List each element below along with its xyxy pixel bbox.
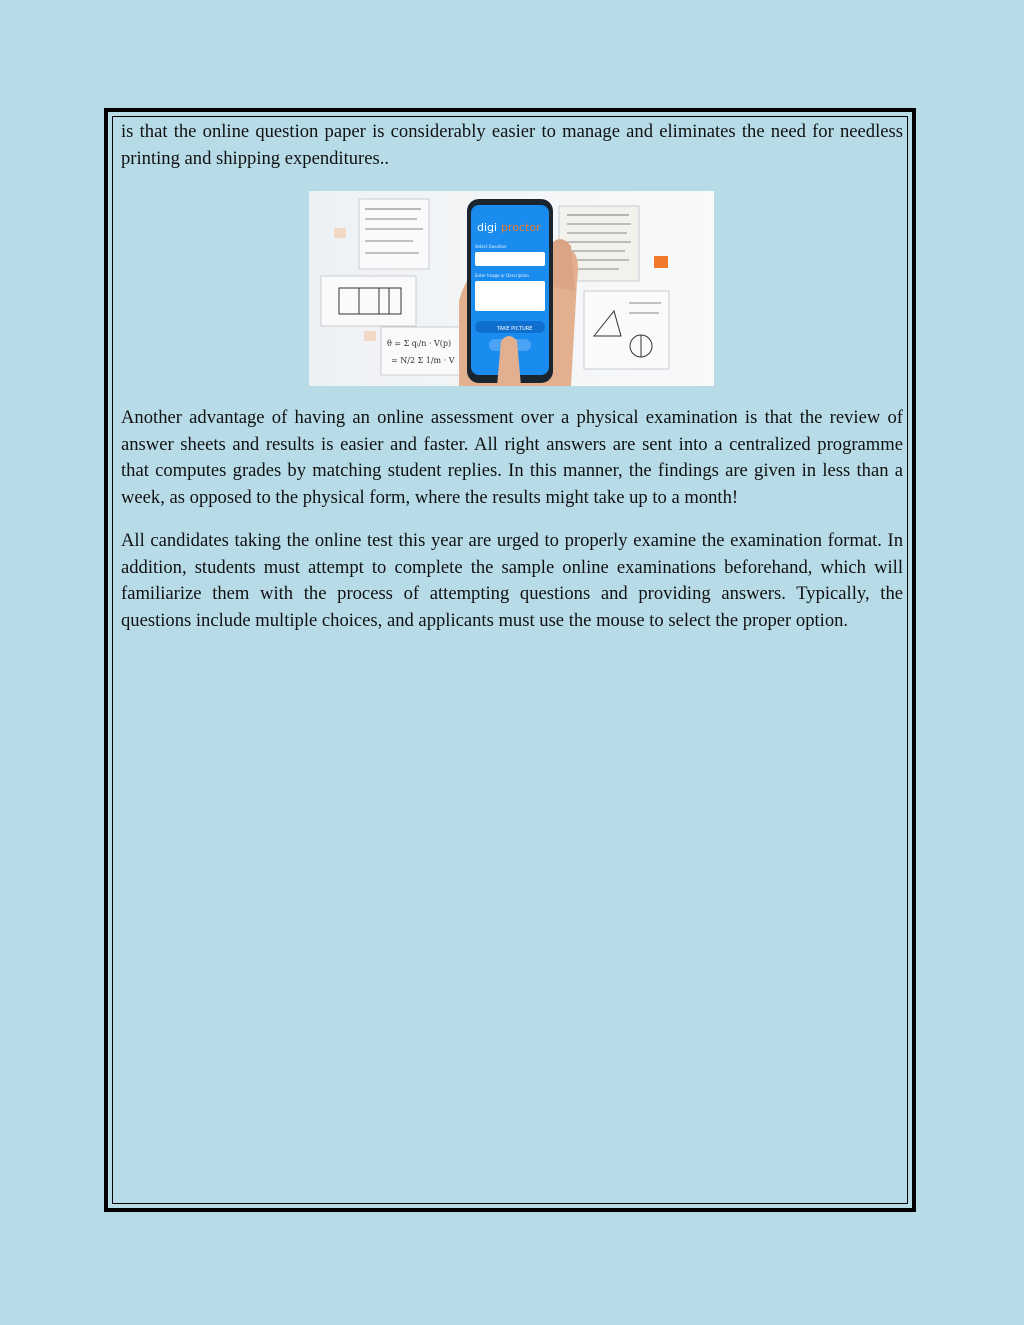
svg-text:proctor: proctor [501,221,541,234]
svg-text:= N/2 Σ 1/m · V: = N/2 Σ 1/m · V [391,356,455,365]
equation-sheet [381,327,469,375]
online-exam-illustration [309,191,714,386]
svg-text:θ = Σ qᵢ/n · V(p): θ = Σ qᵢ/n · V(p) [387,339,452,348]
svg-text:Select Question: Select Question [475,244,507,249]
svg-text:Enter Image or Description: Enter Image or Description [475,273,529,278]
svg-text:digi: digi [477,221,498,234]
paragraph-3: All candidates taking the online test this year are urged to properly examine the examination format. In addition, students must attempt to complete the sample online examinations beforehand, which will familiarize them with the process of attempting questions and providing answers. Typically, the questions include multiple choices, and applicants must use the mouse to select the proper option. [121,530,903,631]
paragraph-1: is that the online question paper is considerably easier to manage and eliminates the need for needless printing and shipping expenditures.. [121,121,903,169]
body-text [121,405,903,651]
answer-sheet-left-top [359,199,429,269]
circuit-diagram-sheet [321,276,416,326]
paragraph-2: Another advantage of having an online assessment over a physical examination is that the review of answer sheets and results is easier and faster. All right answers are sent into a centralized programme that computes grades by matching student replies. In this manner, the findings are given in less than a week, as opposed to the physical form, where the results might take up to a month! [121,407,903,508]
svg-text:TAKE PICTURE: TAKE PICTURE [497,326,533,332]
intro-text [121,119,903,172]
illustration-svg [309,191,714,386]
arrow-tag-right [654,256,668,268]
arrow-tag-left [334,228,346,238]
geometry-sheet [584,291,669,369]
arrow-tag-left-2 [364,331,376,341]
